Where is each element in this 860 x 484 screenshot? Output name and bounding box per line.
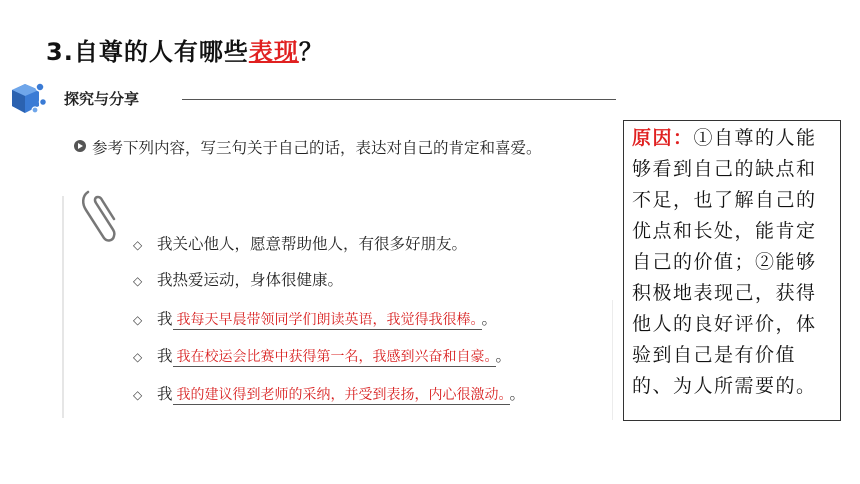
- exercise-prompt: 参考下列内容，写三句关于自己的话，表达对自己的肯定和喜爱。: [92, 139, 542, 157]
- paper-edge: [612, 300, 613, 420]
- paper-edge: [62, 196, 64, 418]
- diamond-bullet-icon: ◇: [133, 350, 143, 364]
- statement-1: ◇ 我关心他人，愿意帮助他人，有很多好朋友。: [133, 235, 468, 253]
- diamond-bullet-icon: ◇: [133, 238, 143, 252]
- statement-4: ◇ 我 我在校运会比赛中获得第一名，我感到兴奋和自豪。 。: [133, 347, 512, 365]
- handwritten-answer: 我在校运会比赛中获得第一名，我感到兴奋和自豪。: [173, 349, 496, 367]
- statement-3: ◇ 我 我每天早晨带领同学们朗读英语，我觉得我很棒。 。: [133, 310, 498, 328]
- reason-text: ①自尊的人能够看到自己的缺点和不足，也了解自己的优点和长处，能肯定自己的价值；②能够积极地表现己，获得他人的良好评价，体验到自己是有价值的、为人所需要的。: [632, 127, 817, 397]
- reason-label: 原因：: [632, 127, 694, 149]
- reason-box: [623, 120, 841, 421]
- diamond-bullet-icon: ◇: [133, 313, 143, 327]
- title-highlight: 表现: [248, 38, 299, 66]
- section-divider: [182, 99, 616, 100]
- paperclip-icon: [78, 186, 118, 244]
- statement-2: ◇ 我热爱运动，身体很健康。: [133, 271, 344, 289]
- diamond-bullet-icon: ◇: [133, 388, 143, 402]
- cube-puzzle-icon: [9, 80, 47, 118]
- slide-title: 3.自尊的人有哪些表现？: [46, 38, 324, 66]
- play-bullet-icon: [74, 140, 86, 152]
- handwritten-answer: 我每天早晨带领同学们朗读英语，我觉得我很棒。: [173, 312, 482, 330]
- handwritten-answer: 我的建议得到老师的采纳，并受到表扬，内心很激动。: [173, 387, 510, 405]
- section-label: 探究与分享: [64, 90, 140, 108]
- statement-5: ◇ 我 我的建议得到老师的采纳，并受到表扬，内心很激动。 。: [133, 385, 526, 403]
- diamond-bullet-icon: ◇: [133, 274, 143, 288]
